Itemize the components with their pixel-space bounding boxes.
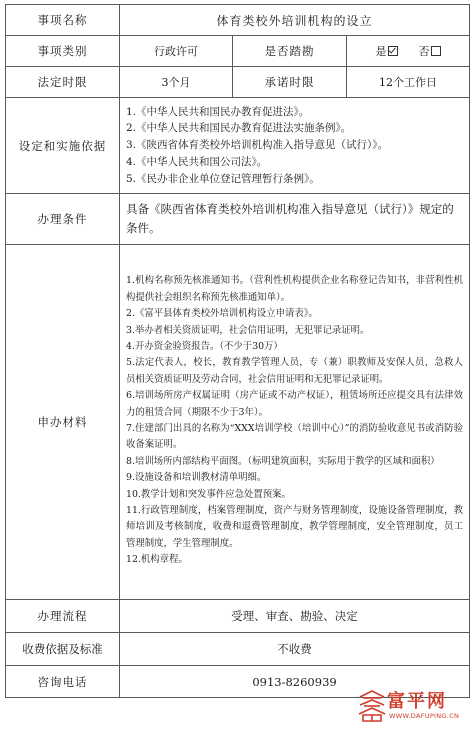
type-value: 行政许可 — [120, 36, 233, 67]
survey-no-label: 否 — [418, 45, 430, 58]
fee-value: 不收费 — [120, 633, 470, 666]
basis-item: 3.《陕西省体育类校外培训机构准入指导意见（试行）》。 — [126, 139, 389, 152]
promise-label: 承诺时限 — [233, 67, 347, 98]
material-item: 3.举办者相关资质证明，社会信用证明，无犯罪记录证明。 — [126, 324, 370, 336]
material-item: 6.培训场所房产权属证明（房产证或不动产权证），租赁场所还应提交具有法律效力的租赁合同（期限不少于3年）。 — [126, 390, 464, 418]
legal-value: 3个月 — [120, 67, 233, 98]
basis-item: 2.《中华人民共和国民办教育促进法实施条例》。 — [126, 122, 352, 135]
material-item: 7.住建部门出具的名称为“XXX培训学校（培训中心）”的消防验收意见书或消防验收备案证明。 — [126, 423, 464, 451]
basis-item: 4.《中华人民共和国公司法》。 — [126, 155, 268, 168]
row-fee — [6, 633, 470, 666]
phone-value: 0913-8260939 — [120, 666, 470, 698]
flow-value: 受理、审查、勘验、决定 — [120, 600, 470, 633]
legal-label: 法定时限 — [6, 67, 120, 98]
survey-label: 是否踏勘 — [233, 36, 347, 67]
material-item: 5.法定代表人，校长，教育教学管理人员，专（兼）职教师及安保人员，急救人员相关资质证明及劳动合同，社会信用证明和无犯罪记录证明。 — [126, 357, 464, 385]
material-item: 4.开办资金验资报告。（不少于30万） — [126, 340, 283, 352]
survey-yes-checkbox[interactable] — [388, 46, 398, 56]
cond-label: 办理条件 — [6, 194, 120, 245]
basis-label: 设定和实施依据 — [6, 98, 120, 194]
material-item: 2.《富平县体育类校外培训机构设立申请表》。 — [126, 308, 318, 320]
basis-item: 1.《中华人民共和国民办教育促进法》。 — [126, 105, 310, 118]
flow-label: 办理流程 — [6, 600, 120, 633]
basis-list — [120, 98, 470, 194]
row-time-limits — [6, 67, 470, 98]
type-label: 事项类别 — [6, 36, 120, 67]
cond-value: 具备《陕西省体育类校外培训机构准入指导意见（试行）》规定的条件。 — [120, 194, 470, 245]
material-item: 9.设施设备和培训教材清单明细。 — [126, 472, 267, 484]
name-value: 体育类校外培训机构的设立 — [120, 5, 470, 36]
material-item: 10.教学计划和突发事件应急处置预案。 — [126, 488, 291, 500]
watermark-url: WWW.DAFUPING.CN — [389, 712, 460, 720]
mat-label: 申办材料 — [6, 245, 120, 600]
survey-options — [347, 36, 470, 67]
pagoda-icon — [357, 689, 387, 723]
row-basis — [6, 98, 470, 194]
material-item: 1.机构名称预先核准通知书。（营利性机构提供企业名称登记告知书，非营利性机构提供社会组织名称预先核准通知单）。 — [126, 275, 464, 303]
survey-no-checkbox[interactable] — [431, 46, 441, 56]
watermark-logo — [357, 687, 467, 727]
watermark-text: 富平网 — [387, 691, 447, 712]
row-conditions — [6, 194, 470, 245]
basis-item: 5.《民办非企业单位登记管理暂行条例》。 — [126, 172, 320, 185]
row-type — [6, 36, 470, 67]
fee-label: 收费依据及标准 — [6, 633, 120, 666]
service-info-table — [5, 4, 470, 698]
phone-label: 咨询电话 — [6, 666, 120, 698]
row-materials — [6, 245, 470, 600]
row-flow — [6, 600, 470, 633]
material-item: 11.行政管理制度，档案管理制度，资产与财务管理制度，设施设备管理制度，教师培训及考核制度，收费和退费管理制度，教学管理制度，安全管理制度，员工管理制度，学生管理制度。 — [126, 505, 464, 549]
material-item: 8.培训场所内部结构平面图。（标明建筑面积，实际用于教学的区域和面积） — [126, 455, 440, 467]
material-item: 12.机构章程。 — [126, 554, 188, 566]
promise-value: 12个工作日 — [347, 67, 470, 98]
survey-yes-label: 是 — [375, 45, 387, 58]
name-label: 事项名称 — [6, 5, 120, 36]
row-name — [6, 5, 470, 36]
materials-list — [120, 245, 470, 600]
